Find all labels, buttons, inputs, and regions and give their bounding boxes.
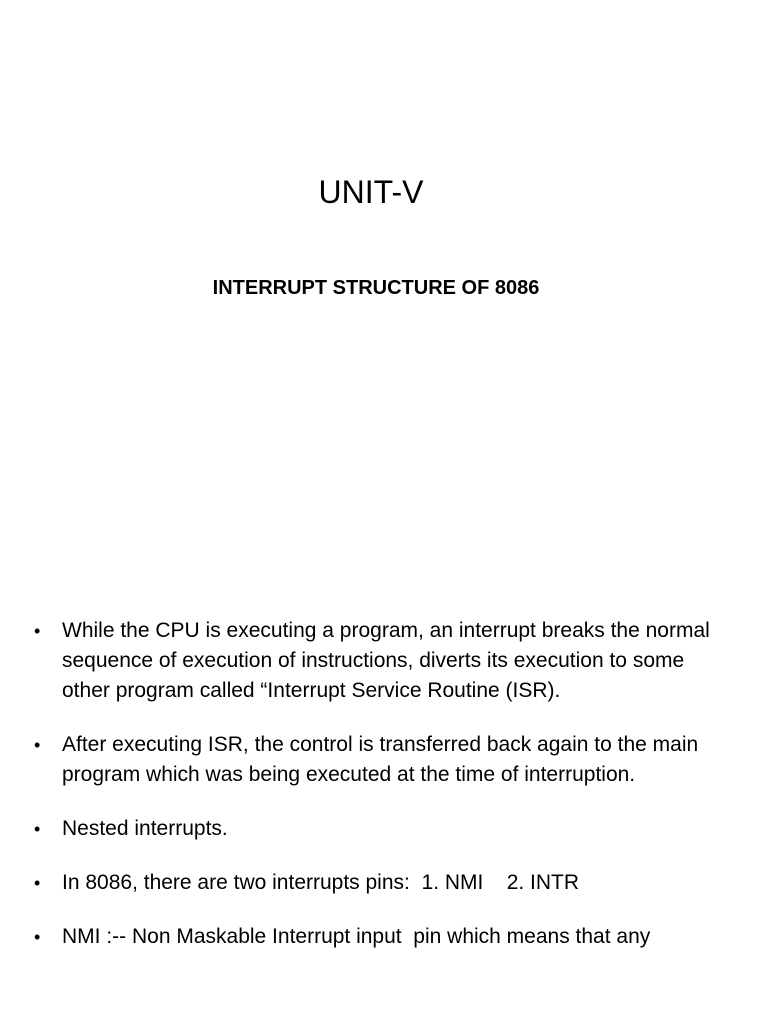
bullet-text: Nested interrupts. (62, 817, 228, 840)
bullet-item (34, 922, 734, 952)
bullet-text: While the CPU is executing a program, an interrupt breaks the normal sequence of execution of instructions, diverts its execution to some other program called “Interrupt Service Routine (ISR). (62, 619, 710, 702)
bullet-marker: • (34, 927, 41, 947)
unit-title: UNIT-V (318, 174, 424, 210)
bullet-marker: • (34, 735, 41, 755)
bullet-item (34, 730, 734, 790)
bullet-item (34, 814, 734, 844)
bullet-marker: • (34, 819, 41, 839)
bullet-text: After executing ISR, the control is transferred back again to the main program which was being executed at the time of interruption. (62, 733, 699, 786)
bullet-item (34, 868, 734, 898)
bullet-text: In 8086, there are two interrupts pins: 1. NMI 2. INTR (62, 871, 580, 894)
section-title: INTERRUPT STRUCTURE OF 8086 (212, 277, 540, 299)
bullet-item (34, 616, 734, 706)
bullet-marker: • (34, 873, 41, 893)
bullet-list (34, 616, 734, 976)
bullet-text: NMI :-- Non Maskable Interrupt input pin which means that any (62, 925, 651, 948)
bullet-marker: • (34, 621, 41, 641)
